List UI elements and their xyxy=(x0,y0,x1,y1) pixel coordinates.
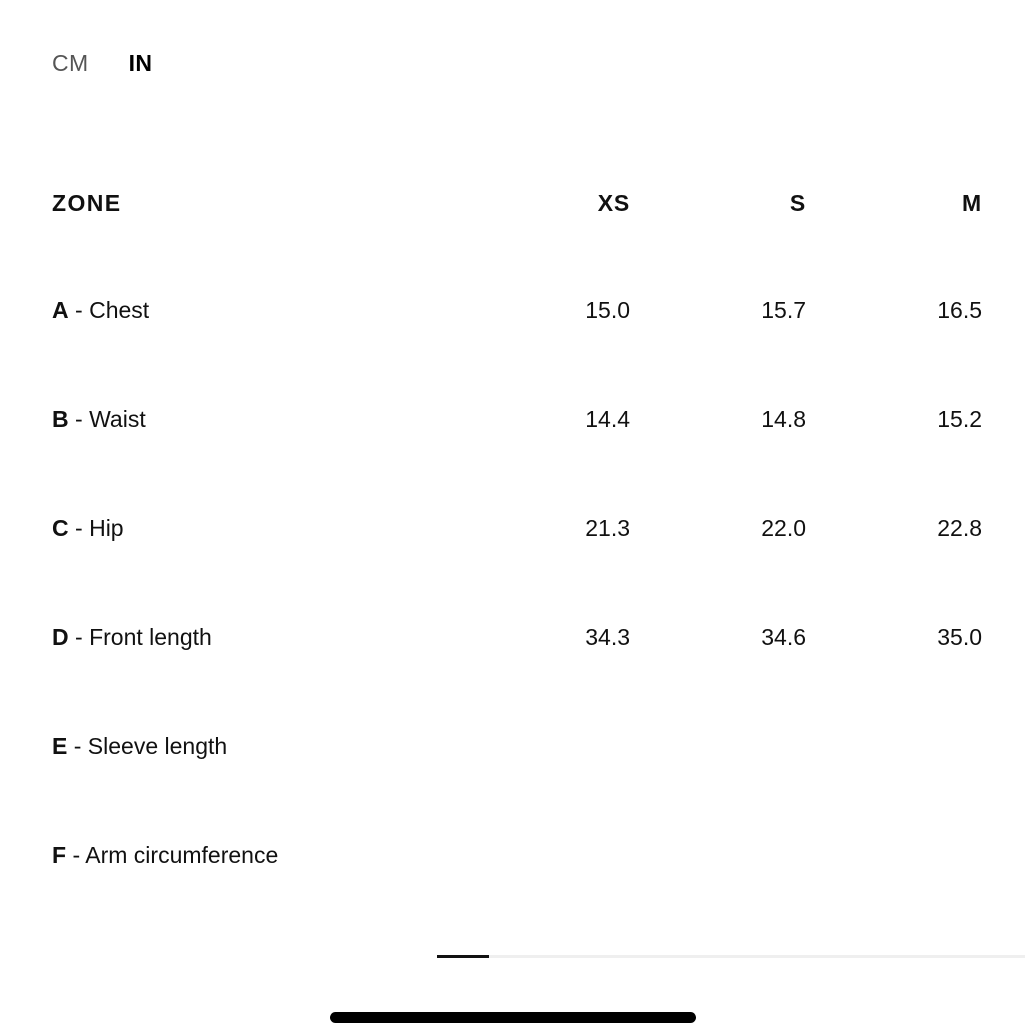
zone-name: Waist xyxy=(89,406,146,432)
zone-label-f xyxy=(52,842,454,869)
zone-letter: B xyxy=(52,406,69,432)
value-b-s: 14.8 xyxy=(761,406,806,432)
value-b-xs: 14.4 xyxy=(585,406,630,432)
zone-label-b xyxy=(52,406,454,433)
zone-separator: - xyxy=(75,515,83,541)
zone-separator: - xyxy=(75,297,83,323)
column-header-s: S xyxy=(789,190,806,216)
unit-option-in[interactable]: IN xyxy=(128,50,153,76)
zone-label-e xyxy=(52,733,454,760)
value-a-s: 15.7 xyxy=(761,297,806,323)
table-row xyxy=(52,733,982,842)
column-header-m: M xyxy=(962,190,982,216)
value-c-xs: 21.3 xyxy=(585,515,630,541)
table-row xyxy=(52,297,982,406)
zone-label-d xyxy=(52,624,454,651)
zone-letter: C xyxy=(52,515,69,541)
zone-name: Front length xyxy=(89,624,212,650)
unit-option-cm[interactable]: CM xyxy=(52,50,89,76)
value-d-xs: 34.3 xyxy=(585,624,630,650)
zone-letter: A xyxy=(52,297,69,323)
value-b-m: 15.2 xyxy=(937,406,982,432)
unit-toggle xyxy=(52,52,152,75)
home-indicator[interactable] xyxy=(330,1012,696,1023)
horizontal-scrollbar-thumb[interactable] xyxy=(437,955,489,958)
value-c-s: 22.0 xyxy=(761,515,806,541)
zone-separator: - xyxy=(75,406,83,432)
value-a-xs: 15.0 xyxy=(585,297,630,323)
column-header-xs: XS xyxy=(597,190,630,216)
zone-letter: F xyxy=(52,842,67,868)
zone-name: Arm circumference xyxy=(85,842,279,868)
zone-letter: E xyxy=(52,733,68,759)
column-header-zone: ZONE xyxy=(52,190,122,216)
value-a-m: 16.5 xyxy=(937,297,982,323)
value-d-m: 35.0 xyxy=(937,624,982,650)
table-row xyxy=(52,406,982,515)
zone-separator: - xyxy=(72,842,81,868)
zone-name: Hip xyxy=(89,515,124,541)
zone-separator: - xyxy=(75,624,83,650)
size-chart-table xyxy=(52,190,982,951)
table-row xyxy=(52,624,982,733)
zone-separator: - xyxy=(73,733,82,759)
table-row xyxy=(52,515,982,624)
value-c-m: 22.8 xyxy=(937,515,982,541)
zone-name: Chest xyxy=(89,297,150,323)
table-row xyxy=(52,842,982,951)
table-header-row xyxy=(52,190,982,297)
zone-label-a xyxy=(52,297,454,324)
zone-label-c xyxy=(52,515,454,542)
zone-letter: D xyxy=(52,624,69,650)
zone-name: Sleeve length xyxy=(87,733,228,759)
value-d-s: 34.6 xyxy=(761,624,806,650)
horizontal-scrollbar-track[interactable] xyxy=(437,955,1025,958)
